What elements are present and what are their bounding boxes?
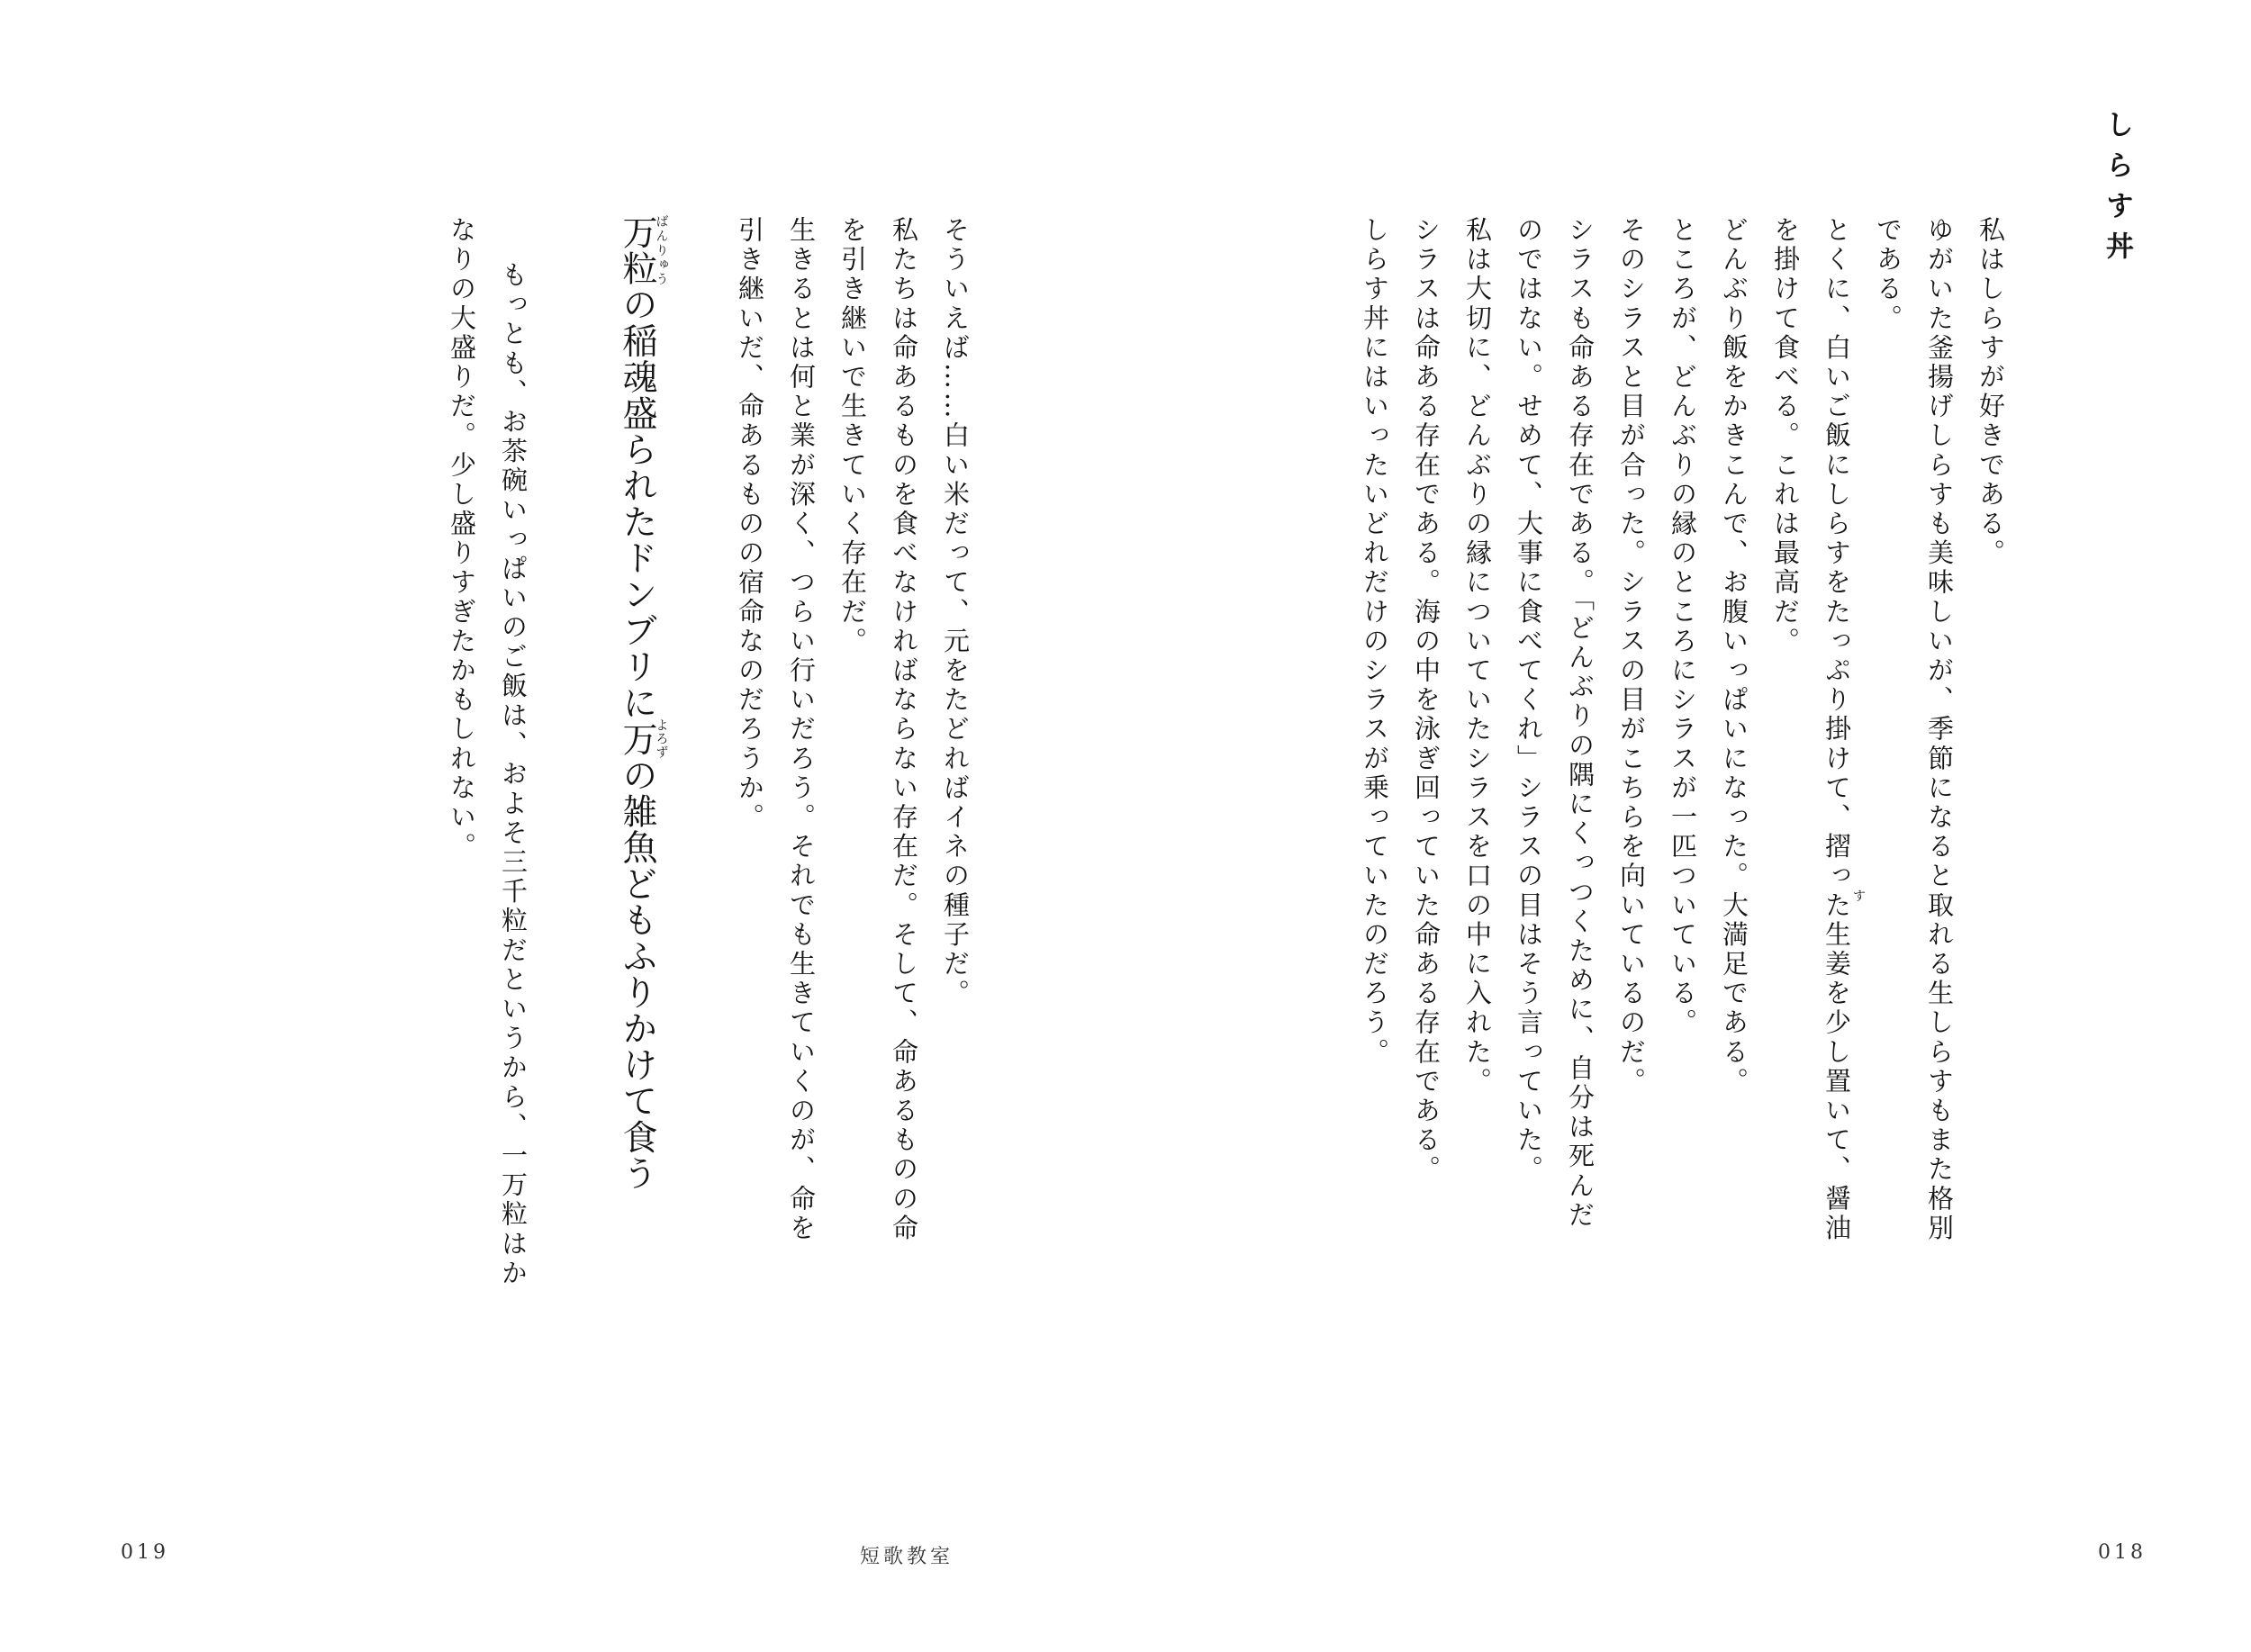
- body-line: ゆがいた釜揚げしらすも美味しいが、季節になると取れる生しらすもまた格別: [1924, 216, 1955, 1243]
- tanka-ruby-base: 万: [617, 718, 657, 760]
- body-line: なりの大盛りだ。少し盛りすぎたかもしれない。: [447, 216, 477, 862]
- body-line: ところが、どんぶりの縁のところにシラスが一匹ついている。: [1668, 216, 1698, 1038]
- tanka-ruby-base: 万粒: [617, 214, 657, 287]
- body-line: 生きるとは何と業が深く、つらい行いだろう。それでも生きていくのが、命を: [786, 216, 817, 1243]
- body-line: しらす丼にはいったいどれだけのシラスが乗っていたのだろう。: [1360, 216, 1390, 1068]
- tanka-after: の雑魚どもふりかけて食う: [617, 757, 657, 1192]
- page-number-left: 019: [121, 1541, 169, 1564]
- essay-title: しらす丼: [2101, 110, 2133, 272]
- body-line: を引き継いで生きていく存在だ。: [837, 216, 868, 656]
- page-number-right: 018: [2098, 1541, 2147, 1564]
- running-title: 短歌教室: [860, 1546, 954, 1568]
- tanka-ruby-reading: ばんりゅう: [654, 214, 669, 287]
- body-line: どんぶり飯をかきこんで、お腹いっぱいになった。大満足である。: [1719, 216, 1749, 1097]
- body-line-part: とくに、白いご飯にしらすをたっぷり掛けて、摺った生姜を少し置いて、醤油: [1822, 216, 1852, 1243]
- body-line: 引き継いだ、命あるものの宿命なのだろうか。: [735, 216, 765, 833]
- body-line: 私たちは命あるものを食べなければならない存在だ。そして、命あるものの命: [889, 216, 919, 1243]
- tanka-middle: の稲魂盛られたドンブリに: [617, 286, 657, 721]
- body-line: である。: [1873, 216, 1903, 334]
- body-line: [1819, 216, 1855, 1243]
- body-line: そのシラスと目が合った。シラスの目がこちらを向いているのだ。: [1616, 216, 1647, 1097]
- body-line: 私は大切に、どんぶりの縁についていたシラスを口の中に入れた。: [1462, 216, 1493, 1097]
- tanka-ruby-yorozu: [617, 718, 669, 760]
- body-line: シラスは命ある存在である。海の中を泳ぎ回っていた命ある存在である。: [1411, 216, 1442, 1185]
- body-line: 私はしらすが好きである。: [1975, 216, 2006, 569]
- body-line: を掛けて食べる。これは最高だ。: [1770, 216, 1801, 656]
- furigana-suru: す: [1853, 889, 1866, 904]
- tanka-poem: [615, 214, 668, 1191]
- body-line: もっとも、お茶碗いっぱいのご飯は、およそ三千粒だというから、一万粒はか: [498, 261, 529, 1288]
- tanka-ruby-banryuu: [617, 214, 669, 287]
- body-line: シラスも命ある存在である。「どんぶりの隅にくっつくために、自分は死んだ: [1565, 216, 1596, 1231]
- body-line: のではない。せめて、大事に食べてくれ」シラスの目はそう言っていた。: [1514, 216, 1544, 1185]
- tanka-ruby-reading: よろず: [654, 718, 669, 760]
- body-line: そういえば……白い米だって、元をたどればイネの種子だ。: [940, 216, 971, 1009]
